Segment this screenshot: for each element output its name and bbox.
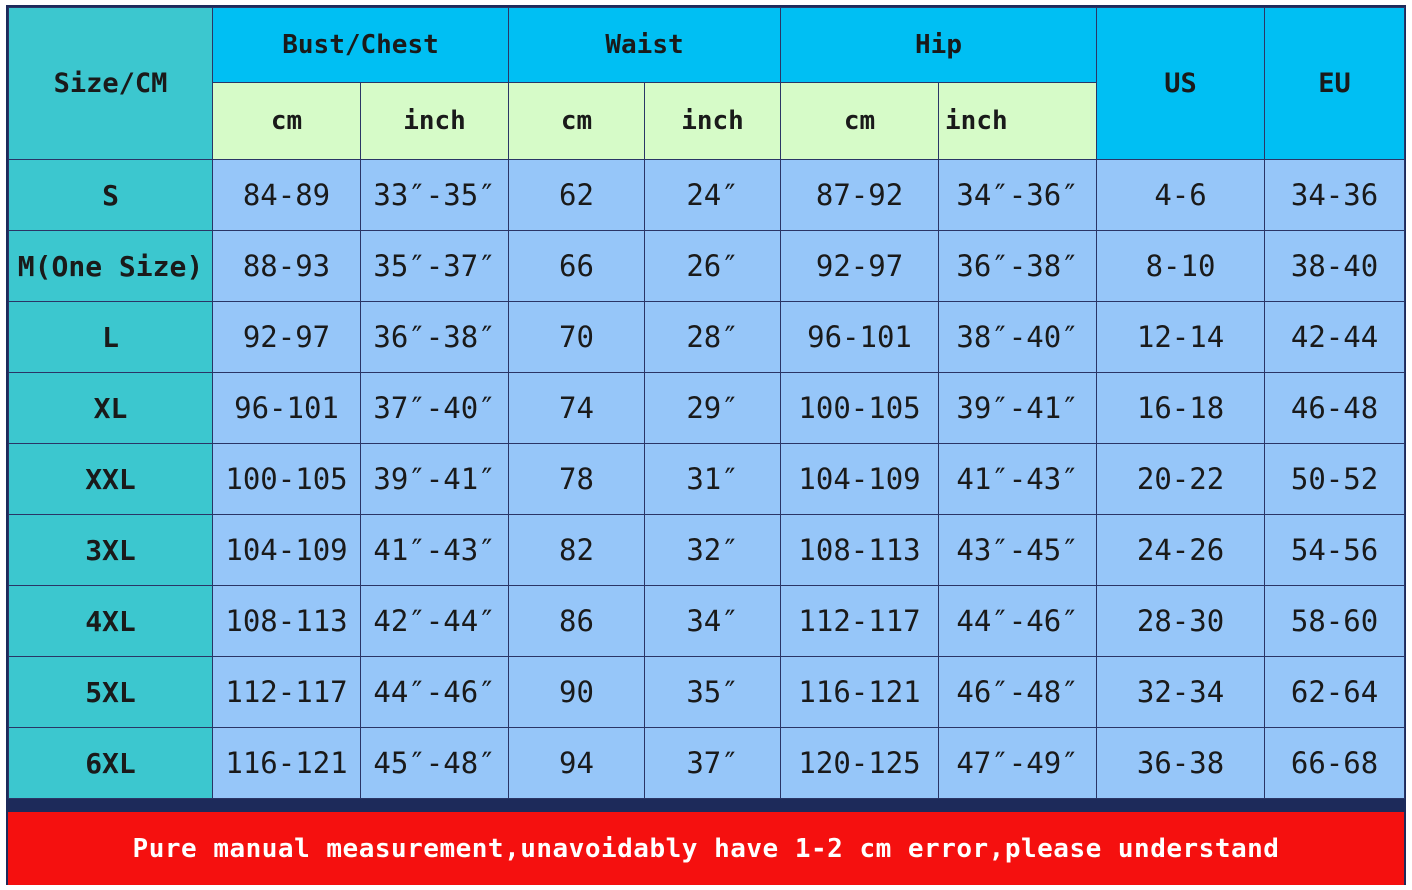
size-column-header: Size/CM [9, 8, 213, 160]
hip-inch-header: inch [939, 83, 1097, 160]
size-chart [6, 5, 1406, 885]
hip-inch-cell: 43″-45″ [939, 515, 1097, 586]
bust-cm-cell: 104-109 [213, 515, 361, 586]
us-size-cell: 36-38 [1097, 728, 1265, 799]
bust-cm-cell: 92-97 [213, 302, 361, 373]
bust-cm-cell: 100-105 [213, 444, 361, 515]
size-cell: L [9, 302, 213, 373]
bust-chest-header: Bust/Chest [213, 8, 509, 83]
size-cell: XL [9, 373, 213, 444]
waist-cm-cell: 62 [509, 160, 645, 231]
eu-size-cell: 66-68 [1265, 728, 1405, 799]
bust-inch-cell: 42″-44″ [361, 586, 509, 657]
bust-cm-cell: 88-93 [213, 231, 361, 302]
bust-cm-header: cm [213, 83, 361, 160]
size-row [9, 302, 1405, 373]
waist-cm-cell: 90 [509, 657, 645, 728]
size-cell: 6XL [9, 728, 213, 799]
bust-inch-cell: 39″-41″ [361, 444, 509, 515]
size-row [9, 444, 1405, 515]
size-row [9, 373, 1405, 444]
eu-size-cell: 50-52 [1265, 444, 1405, 515]
measurement-note: Pure manual measurement,unavoidably have 1-2 cm error,please understand [8, 812, 1404, 885]
waist-inch-cell: 24″ [645, 160, 781, 231]
waist-inch-cell: 37″ [645, 728, 781, 799]
size-row [9, 160, 1405, 231]
waist-inch-cell: 26″ [645, 231, 781, 302]
hip-cm-cell: 116-121 [781, 657, 939, 728]
bust-cm-cell: 116-121 [213, 728, 361, 799]
bust-cm-cell: 96-101 [213, 373, 361, 444]
size-cell: XXL [9, 444, 213, 515]
hip-cm-cell: 87-92 [781, 160, 939, 231]
bust-cm-cell: 112-117 [213, 657, 361, 728]
us-size-cell: 32-34 [1097, 657, 1265, 728]
hip-header: Hip [781, 8, 1097, 83]
hip-inch-cell: 38″-40″ [939, 302, 1097, 373]
size-cell: 3XL [9, 515, 213, 586]
waist-cm-header: cm [509, 83, 645, 160]
us-size-cell: 12-14 [1097, 302, 1265, 373]
us-size-cell: 16-18 [1097, 373, 1265, 444]
size-row [9, 515, 1405, 586]
hip-cm-cell: 96-101 [781, 302, 939, 373]
us-size-cell: 20-22 [1097, 444, 1265, 515]
waist-cm-cell: 70 [509, 302, 645, 373]
waist-cm-cell: 82 [509, 515, 645, 586]
bust-inch-cell: 37″-40″ [361, 373, 509, 444]
waist-inch-cell: 35″ [645, 657, 781, 728]
hip-cm-header: cm [781, 83, 939, 160]
us-header: US [1097, 8, 1265, 160]
hip-cm-cell: 112-117 [781, 586, 939, 657]
bust-cm-cell: 84-89 [213, 160, 361, 231]
size-cell: 5XL [9, 657, 213, 728]
waist-inch-cell: 29″ [645, 373, 781, 444]
group-header-row [9, 8, 1405, 83]
bust-inch-cell: 33″-35″ [361, 160, 509, 231]
hip-inch-cell: 41″-43″ [939, 444, 1097, 515]
eu-size-cell: 46-48 [1265, 373, 1405, 444]
bust-inch-cell: 36″-38″ [361, 302, 509, 373]
hip-inch-cell: 44″-46″ [939, 586, 1097, 657]
bust-inch-cell: 41″-43″ [361, 515, 509, 586]
us-size-cell: 28-30 [1097, 586, 1265, 657]
size-cell: 4XL [9, 586, 213, 657]
hip-inch-cell: 39″-41″ [939, 373, 1097, 444]
waist-inch-cell: 32″ [645, 515, 781, 586]
bust-inch-header: inch [361, 83, 509, 160]
eu-size-cell: 34-36 [1265, 160, 1405, 231]
us-size-cell: 24-26 [1097, 515, 1265, 586]
waist-inch-cell: 31″ [645, 444, 781, 515]
eu-size-cell: 54-56 [1265, 515, 1405, 586]
waist-header: Waist [509, 8, 781, 83]
bust-inch-cell: 45″-48″ [361, 728, 509, 799]
eu-size-cell: 62-64 [1265, 657, 1405, 728]
size-table [8, 7, 1405, 799]
waist-cm-cell: 74 [509, 373, 645, 444]
hip-cm-cell: 120-125 [781, 728, 939, 799]
waist-inch-header: inch [645, 83, 781, 160]
bust-cm-cell: 108-113 [213, 586, 361, 657]
size-row [9, 586, 1405, 657]
bust-inch-cell: 35″-37″ [361, 231, 509, 302]
hip-inch-cell: 47″-49″ [939, 728, 1097, 799]
waist-inch-cell: 34″ [645, 586, 781, 657]
waist-cm-cell: 78 [509, 444, 645, 515]
size-row [9, 657, 1405, 728]
bust-inch-cell: 44″-46″ [361, 657, 509, 728]
us-size-cell: 4-6 [1097, 160, 1265, 231]
size-cell: M(One Size) [9, 231, 213, 302]
hip-cm-cell: 92-97 [781, 231, 939, 302]
eu-size-cell: 58-60 [1265, 586, 1405, 657]
hip-cm-cell: 108-113 [781, 515, 939, 586]
hip-cm-cell: 100-105 [781, 373, 939, 444]
size-cell: S [9, 160, 213, 231]
eu-size-cell: 42-44 [1265, 302, 1405, 373]
hip-inch-cell: 36″-38″ [939, 231, 1097, 302]
size-row [9, 728, 1405, 799]
hip-inch-cell: 34″-36″ [939, 160, 1097, 231]
waist-inch-cell: 28″ [645, 302, 781, 373]
size-row [9, 231, 1405, 302]
eu-size-cell: 38-40 [1265, 231, 1405, 302]
hip-inch-cell: 46″-48″ [939, 657, 1097, 728]
hip-cm-cell: 104-109 [781, 444, 939, 515]
waist-cm-cell: 66 [509, 231, 645, 302]
eu-header: EU [1265, 8, 1405, 160]
waist-cm-cell: 86 [509, 586, 645, 657]
us-size-cell: 8-10 [1097, 231, 1265, 302]
waist-cm-cell: 94 [509, 728, 645, 799]
